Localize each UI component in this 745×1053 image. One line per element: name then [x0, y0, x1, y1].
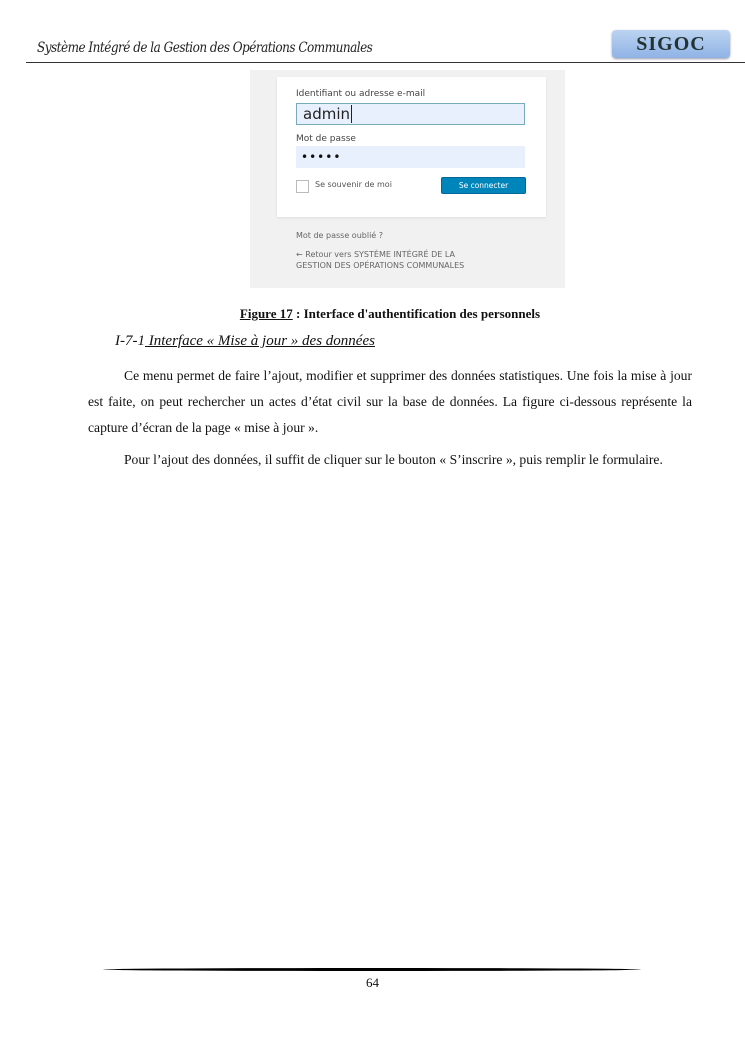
- body-paragraph: Pour l’ajout des données, il suffit de cliquer sur le bouton « S’inscrire », puis remplir le formulaire.: [124, 452, 663, 467]
- username-label: Identifiant ou adresse e-mail: [296, 89, 426, 99]
- figure-caption-text: : Interface d'authentification des personnels: [292, 306, 541, 321]
- header-title: Système Intégré de la Gestion des Opérations Communales: [37, 40, 373, 56]
- back-link-line2: GESTION DES OPÉRATIONS COMMUNALES: [296, 261, 465, 270]
- remember-checkbox[interactable]: [296, 180, 309, 193]
- section-heading: [115, 333, 375, 350]
- forgot-password-link[interactable]: Mot de passe oublié ?: [296, 231, 383, 240]
- sigoc-logo: SIGOC: [612, 30, 730, 58]
- login-screenshot: [250, 70, 565, 288]
- back-link-line1: ← Retour vers SYSTÈME INTÉGRÉ DE LA: [296, 250, 455, 259]
- page-number: 64: [366, 975, 379, 990]
- username-input[interactable]: [296, 103, 525, 125]
- login-card: [277, 77, 546, 217]
- username-value: admin: [303, 105, 350, 123]
- section-title: Interface « Mise à jour » des données: [145, 333, 375, 349]
- password-input[interactable]: •••••: [296, 146, 525, 168]
- figure-caption: [0, 306, 745, 322]
- body-paragraph: Ce menu permet de faire l’ajout, modifier et supprimer des données statistiques. Une fois la mise à jour est faite, on peut rechercher un actes d’état civil sur la base de données. La figure ci-dessous représente la capture d’écran de la page « mise à jour ».: [88, 368, 692, 435]
- back-link[interactable]: [296, 249, 464, 271]
- password-label: Mot de passe: [296, 134, 356, 144]
- remember-label: Se souvenir de moi: [315, 180, 392, 189]
- text-cursor: [351, 105, 352, 123]
- login-button[interactable]: Se connecter: [441, 177, 526, 194]
- figure-label: Figure 17: [239, 306, 293, 321]
- header-rule: [26, 62, 745, 63]
- section-number: I-7-1: [115, 333, 145, 349]
- footer-rule: [103, 968, 641, 971]
